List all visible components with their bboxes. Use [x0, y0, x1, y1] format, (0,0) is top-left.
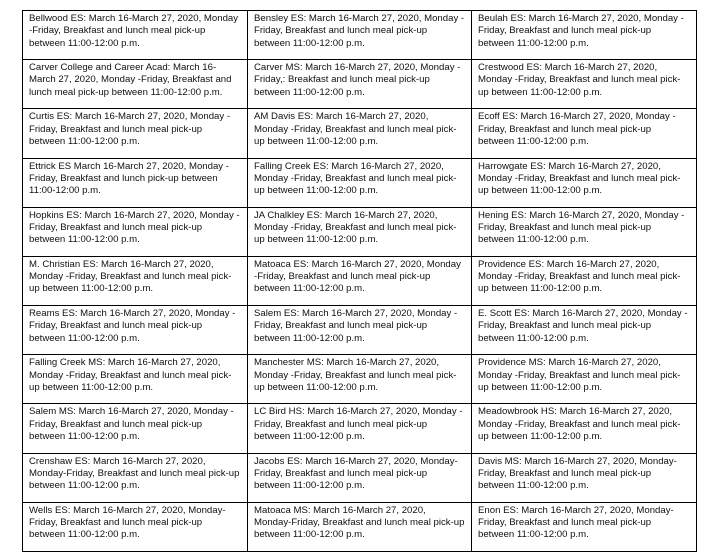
school-schedule-cell [23, 11, 248, 60]
school-schedule-cell [472, 11, 697, 60]
school-schedule-cell [248, 60, 472, 109]
table-row [23, 60, 697, 109]
school-schedule-text: Carver College and Career Acad: March 16-March 27, 2020, Monday -Friday, Breakfast and lunch meal pick-up between 11:00-12:00 p.m. [29, 62, 232, 98]
school-schedule-text: Matoaca MS: March 16-March 27, 2020, Monday-Friday, Breakfast and lunch meal pick-up between 11:00-12:00 p.m. [254, 504, 465, 541]
school-schedule-cell [23, 502, 248, 551]
school-schedule-cell [23, 453, 248, 502]
school-schedule-cell [472, 60, 697, 109]
school-schedule-text: Bensley ES: March 16-March 27, 2020, Monday -Friday, Breakfast and lunch meal pick-up between 11:00-12:00 p.m. [254, 13, 465, 49]
table-row [23, 306, 697, 355]
school-schedule-text: Falling Creek ES: March 16-March 27, 2020, Monday -Friday, Breakfast and lunch meal pick-up between 11:00-12:00 p.m. [254, 160, 457, 197]
meal-pickup-schedule-table [22, 10, 697, 552]
school-schedule-cell [23, 207, 248, 256]
school-schedule-text: Enon ES: March 16-March 27, 2020, Monday-Friday, Breakfast and lunch meal pick-up between 11:00-12:00 p.m. [478, 504, 674, 541]
table-row [23, 158, 697, 207]
table-row [23, 502, 697, 551]
school-schedule-cell [23, 109, 248, 158]
school-schedule-text: Bellwood ES: March 16-March 27, 2020, Monday -Friday, Breakfast and lunch meal pick-up between 11:00-12:00 p.m. [29, 13, 239, 49]
school-schedule-cell [472, 453, 697, 502]
school-schedule-cell [23, 355, 248, 404]
school-schedule-cell [472, 158, 697, 207]
school-schedule-cell [23, 306, 248, 355]
school-schedule-text: Ecoff ES: March 16-March 27, 2020, Monday -Friday, Breakfast and lunch meal pick-up between 11:00-12:00 p.m. [478, 111, 676, 147]
school-schedule-text: Reams ES: March 16-March 27, 2020, Monday -Friday, Breakfast and lunch meal pick-up between 11:00-12:00 p.m. [29, 308, 236, 344]
school-schedule-text: Carver MS: March 16-March 27, 2020, Monday -Friday,: Breakfast and lunch meal pick-up between 11:00-12:00 p.m. [254, 62, 461, 98]
school-schedule-cell [472, 109, 697, 158]
school-schedule-cell [472, 502, 697, 551]
school-schedule-text: M. Christian ES: March 16-March 27, 2020, Monday -Friday, Breakfast and lunch meal pick-up between 11:00-12:00 p.m. [29, 258, 232, 295]
school-schedule-cell [248, 207, 472, 256]
school-schedule-cell [23, 158, 248, 207]
school-schedule-text: Crestwood ES: March 16-March 27, 2020, Monday -Friday, Breakfast and lunch meal pick-up between 11:00-12:00 p.m. [478, 62, 681, 98]
school-schedule-text: Falling Creek MS: March 16-March 27, 2020, Monday -Friday, Breakfast and lunch meal pick-up between 11:00-12:00 p.m. [29, 357, 232, 393]
school-schedule-text: Salem MS: March 16-March 27, 2020, Monday -Friday, Breakfast and lunch meal pick-up between 11:00-12:00 p.m. [29, 406, 234, 442]
school-schedule-text: Wells ES: March 16-March 27, 2020, Monday-Friday, Breakfast and lunch meal pick-up between 11:00-12:00 p.m. [29, 504, 226, 541]
school-schedule-text: AM Davis ES: March 16-March 27, 2020, Monday -Friday, Breakfast and lunch meal pick-up between 11:00-12:00 p.m. [254, 111, 457, 147]
table-row [23, 256, 697, 305]
school-schedule-text: Jacobs ES: March 16-March 27, 2020, Monday-Friday, Breakfast and lunch meal pick-up between 11:00-12:00 p.m. [254, 455, 458, 492]
school-schedule-cell [23, 60, 248, 109]
school-schedule-text: Hopkins ES: March 16-March 27, 2020, Monday -Friday, Breakfast and lunch meal pick-up between 11:00-12:00 p.m. [29, 209, 240, 246]
school-schedule-cell [472, 207, 697, 256]
school-schedule-text: LC Bird HS: March 16-March 27, 2020, Monday -Friday, Breakfast and lunch meal pick-up between 11:00-12:00 p.m. [254, 406, 463, 442]
school-schedule-text: Beulah ES: March 16-March 27, 2020, Monday -Friday, Breakfast and lunch meal pick-up between 11:00-12:00 p.m. [478, 13, 684, 49]
school-schedule-text: Ettrick ES March 16-March 27, 2020, Monday -Friday, Breakfast and lunch pick-up between 11:00-12:00 p.m. [29, 160, 229, 197]
school-schedule-cell [248, 404, 472, 453]
school-schedule-text: Curtis ES: March 16-March 27, 2020, Monday -Friday, Breakfast and lunch meal pick-up between 11:00-12:00 p.m. [29, 111, 231, 147]
school-schedule-text: Manchester MS: March 16-March 27, 2020, Monday -Friday, Breakfast and lunch meal pick-up between 11:00-12:00 p.m. [254, 357, 457, 393]
table-row [23, 207, 697, 256]
school-schedule-cell [248, 502, 472, 551]
school-schedule-text: Providence MS: March 16-March 27, 2020, Monday -Friday, Breakfast and lunch meal pick-up between 11:00-12:00 p.m. [478, 357, 681, 393]
table-row [23, 109, 697, 158]
school-schedule-text: E. Scott ES: March 16-March 27, 2020, Monday -Friday, Breakfast and lunch meal pick-up between 11:00-12:00 p.m. [478, 308, 688, 344]
school-schedule-text: Providence ES: March 16-March 27, 2020, Monday -Friday, Breakfast and lunch meal pick-up between 11:00-12:00 p.m. [478, 258, 681, 295]
school-schedule-cell [248, 355, 472, 404]
table-row [23, 453, 697, 502]
school-schedule-cell [23, 256, 248, 305]
school-schedule-text: Davis MS: March 16-March 27, 2020, Monday-Friday, Breakfast and lunch meal pick-up between 11:00-12:00 p.m. [478, 455, 677, 492]
school-schedule-text: Hening ES: March 16-March 27, 2020, Monday -Friday, Breakfast and lunch meal pick-up between 11:00-12:00 p.m. [478, 209, 685, 246]
table-row [23, 11, 697, 60]
table-row [23, 355, 697, 404]
school-schedule-cell [472, 256, 697, 305]
school-schedule-cell [472, 355, 697, 404]
school-schedule-cell [472, 306, 697, 355]
school-schedule-cell [248, 453, 472, 502]
school-schedule-text: Crenshaw ES: March 16-March 27, 2020, Monday-Friday, Breakfast and lunch meal pick-up between 11:00-12:00 p.m. [29, 455, 240, 492]
table-row [23, 404, 697, 453]
school-schedule-text: JA Chalkley ES: March 16-March 27, 2020, Monday -Friday, Breakfast and lunch meal pick-up between 11:00-12:00 p.m. [254, 209, 457, 246]
school-schedule-text: Meadowbrook HS: March 16-March 27, 2020, Monday -Friday, Breakfast and lunch meal pick-up between 11:00-12:00 p.m. [478, 406, 681, 442]
school-schedule-cell [472, 404, 697, 453]
school-schedule-cell [248, 306, 472, 355]
school-schedule-cell [248, 11, 472, 60]
school-schedule-cell [23, 404, 248, 453]
school-schedule-cell [248, 256, 472, 305]
school-schedule-text: Salem ES: March 16-March 27, 2020, Monday -Friday, Breakfast and lunch meal pick-up between 11:00-12:00 p.m. [254, 308, 458, 344]
school-schedule-text: Matoaca ES: March 16-March 27, 2020, Monday -Friday, Breakfast and lunch meal pick-up between 11:00-12:00 p.m. [254, 258, 461, 295]
school-schedule-cell [248, 109, 472, 158]
school-schedule-cell [248, 158, 472, 207]
school-schedule-text: Harrowgate ES: March 16-March 27, 2020, Monday -Friday, Breakfast and lunch meal pick-up between 11:00-12:00 p.m. [478, 160, 681, 197]
